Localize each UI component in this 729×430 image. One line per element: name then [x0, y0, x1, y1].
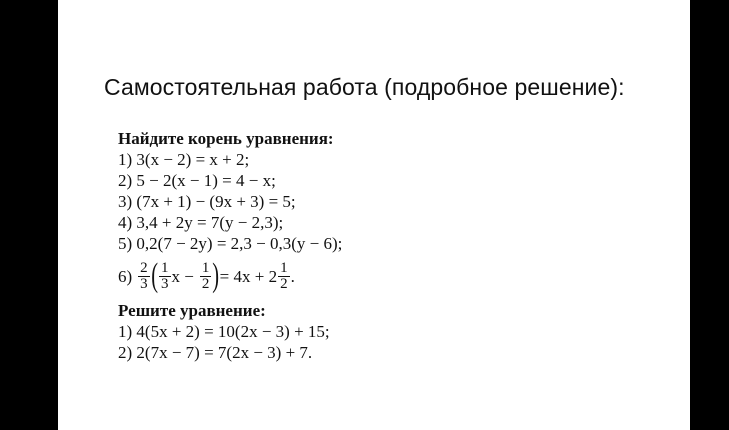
mixed-fraction [278, 261, 290, 292]
equation-5: 5) 0,2(7 − 2y) = 2,3 − 0,3(y − 6); [118, 234, 343, 253]
coef-denominator: 3 [140, 275, 148, 292]
equation-2: 2) 5 − 2(x − 1) = 4 − x; [118, 171, 276, 190]
equation-6 [118, 254, 342, 298]
open-paren: ( [150, 257, 158, 294]
fraction-b-numerator: 1 [201, 259, 210, 276]
section1-heading: Найдите корень уравнения: [118, 129, 334, 148]
equation-6-end: . [290, 266, 295, 286]
close-paren: ) [212, 257, 220, 294]
fraction-b-denominator: 2 [201, 275, 210, 292]
section2-heading: Решите уравнение: [118, 301, 266, 320]
fraction-a-denominator: 3 [161, 275, 169, 292]
coef-fraction [138, 261, 150, 292]
equation-4: 4) 3,4 + 2y = 7(y − 2,3); [118, 213, 284, 232]
fraction-a [159, 261, 171, 292]
equation-6-label: 6) [118, 266, 133, 286]
fraction-a-numerator: 1 [161, 259, 169, 276]
solve-equation-1: 1) 4(5x + 2) = 10(2x − 3) + 15; [118, 322, 330, 341]
equation-1: 1) 3(x − 2) = x + 2; [118, 150, 250, 169]
mixed-denominator: 2 [280, 275, 288, 292]
solve-equation-2: 2) 2(7x − 7) = 7(2x − 3) + 7. [118, 343, 313, 362]
mixed-numerator: 1 [280, 259, 288, 276]
fraction-b [200, 261, 212, 292]
right-hand-side: = 4x + 2 [219, 266, 278, 286]
slide [58, 0, 690, 430]
coef-numerator: 2 [140, 259, 148, 276]
exercise-content [118, 128, 342, 363]
slide-title: Самостоятельная работа (подробное решение): [104, 74, 625, 100]
x-minus: x − [171, 266, 194, 286]
equation-3: 3) (7x + 1) − (9x + 3) = 5; [118, 192, 296, 211]
